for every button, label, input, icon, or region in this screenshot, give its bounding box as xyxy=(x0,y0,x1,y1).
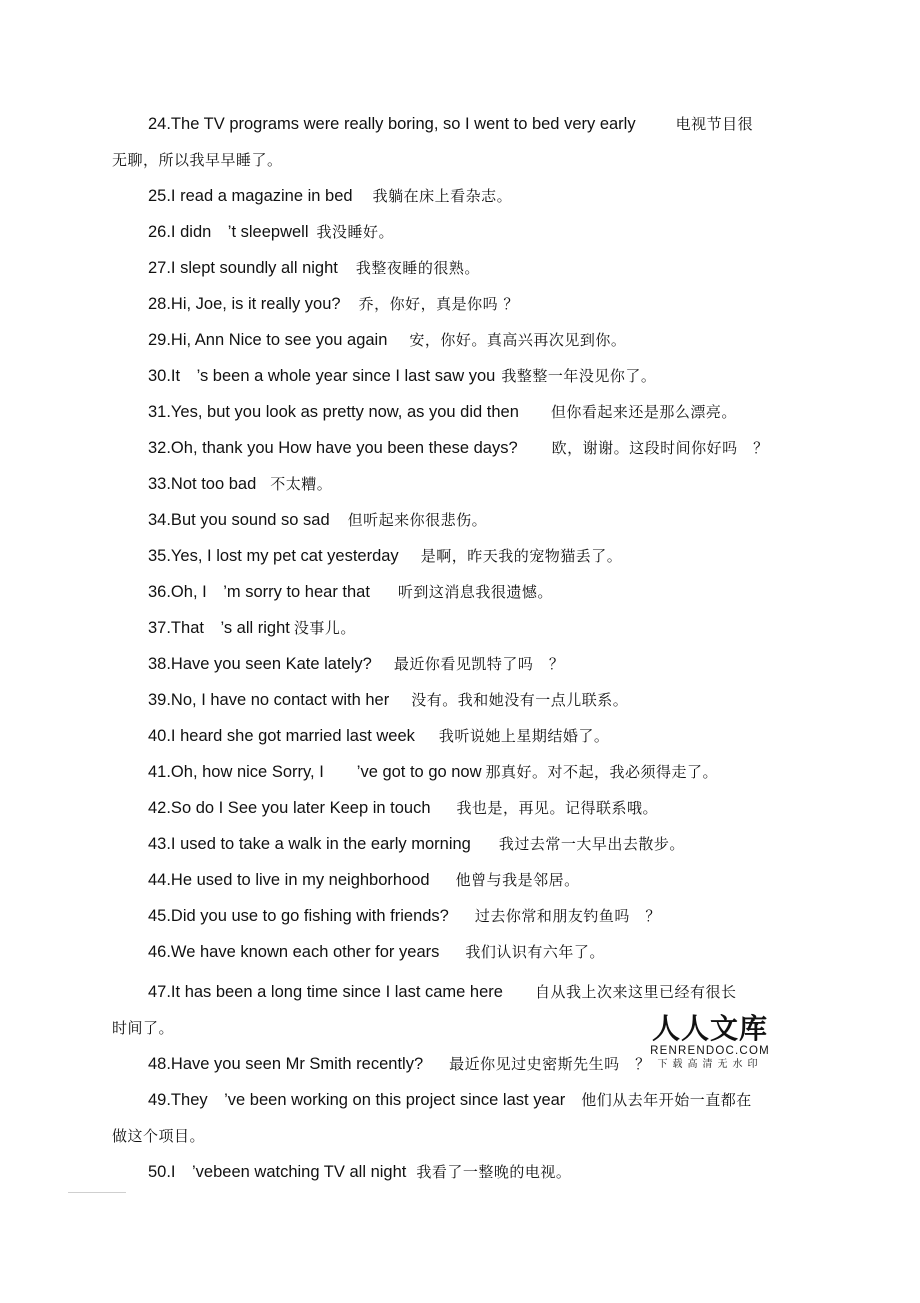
chinese-translation: 他曾与我是邻居。 xyxy=(455,871,580,889)
chinese-translation: 我没睡好。 xyxy=(316,223,395,241)
chinese-translation: 过去你常和朋友钓鱼吗 ？ xyxy=(474,907,661,925)
chinese-translation: 但听起来你很悲伤。 xyxy=(347,511,488,529)
english-sentence: 34.But you sound so sad xyxy=(148,511,330,529)
text-line xyxy=(148,114,753,135)
english-sentence: 50.I ’vebeen watching TV all night xyxy=(148,1163,407,1181)
chinese-translation: 我整夜睡的很熟。 xyxy=(355,259,480,277)
chinese-translation: 最近你看见凯特了吗 ？ xyxy=(393,655,565,673)
text-line xyxy=(148,654,564,675)
text-line xyxy=(148,726,609,747)
text-line xyxy=(148,438,769,459)
english-sentence: 42.So do I See you later Keep in touch xyxy=(148,799,431,817)
english-sentence: 43.I used to take a walk in the early morning xyxy=(148,835,471,853)
text-line xyxy=(148,798,658,819)
text-line xyxy=(148,870,580,891)
chinese-translation: 乔，你好，真是你吗 ？ xyxy=(358,295,519,313)
text-line xyxy=(148,942,605,963)
text-line xyxy=(148,474,332,495)
chinese-translation: 我躺在床上看杂志。 xyxy=(372,187,513,205)
text-line xyxy=(148,762,718,783)
text-line xyxy=(148,510,487,531)
chinese-translation: 我们认识有六年了。 xyxy=(465,943,605,961)
english-sentence: 26.I didn ’t sleepwell xyxy=(148,223,309,241)
english-sentence: 41.Oh, how nice Sorry, I ’ve got to go now xyxy=(148,763,482,781)
chinese-translation: 欧，谢谢。这段时间你好吗 ？ xyxy=(551,439,769,457)
english-sentence: 30.It ’s been a whole year since I last saw you xyxy=(148,367,496,385)
watermark-url: RENRENDOC.COM xyxy=(650,1045,770,1057)
text-line xyxy=(148,1090,752,1111)
watermark-logo xyxy=(646,1013,774,1071)
chinese-translation: 最近你见过史密斯先生吗 ？ xyxy=(449,1055,651,1073)
english-sentence: 39.No, I have no contact with her xyxy=(148,691,390,709)
chinese-translation: 我过去常一大早出去散步。 xyxy=(498,835,685,853)
chinese-translation: 我听说她上星期结婚了。 xyxy=(438,727,610,745)
chinese-translation: 我整整一年没见你了。 xyxy=(501,367,657,385)
text-line xyxy=(148,1162,571,1183)
watermark-title: 人人文库 xyxy=(651,1012,768,1045)
english-sentence: 44.He used to live in my neighborhood xyxy=(148,871,430,889)
text-line xyxy=(148,402,737,423)
footer-divider xyxy=(68,1192,126,1193)
chinese-translation: 是啊，昨天我的宠物猫丢了。 xyxy=(420,547,623,565)
chinese-translation: 无聊，所以我早早睡了。 xyxy=(112,151,283,169)
text-line xyxy=(148,618,356,639)
chinese-translation: 没事儿。 xyxy=(293,619,356,637)
english-sentence: 24.The TV programs were really boring, so I went to bed very early xyxy=(148,115,636,133)
text-line xyxy=(112,1018,174,1039)
english-sentence: 49.They ’ve been working on this project since last year xyxy=(148,1091,566,1109)
chinese-translation: 那真好。对不起，我必须得走了。 xyxy=(485,763,719,781)
english-sentence: 33.Not too bad xyxy=(148,475,257,493)
text-line xyxy=(148,906,661,927)
english-sentence: 38.Have you seen Kate lately? xyxy=(148,655,372,673)
text-line xyxy=(148,186,512,207)
english-sentence: 40.I heard she got married last week xyxy=(148,727,415,745)
english-sentence: 29.Hi, Ann Nice to see you again xyxy=(148,331,388,349)
text-line xyxy=(148,582,553,603)
chinese-translation: 电视节目很 xyxy=(675,115,754,133)
chinese-translation: 我看了一整晚的电视。 xyxy=(416,1163,572,1181)
chinese-translation: 我也是，再见。记得联系哦。 xyxy=(456,799,659,817)
english-sentence: 37.That ’s all right xyxy=(148,619,290,637)
english-sentence: 31.Yes, but you look as pretty now, as you did then xyxy=(148,403,519,421)
text-line xyxy=(112,1126,205,1147)
text-line xyxy=(148,1054,651,1075)
text-line xyxy=(148,222,394,243)
watermark-tagline: 下载高清无水印 xyxy=(657,1059,763,1070)
text-line xyxy=(112,150,283,171)
chinese-translation: 做这个项目。 xyxy=(112,1127,206,1145)
english-sentence: 25.I read a magazine in bed xyxy=(148,187,353,205)
text-line xyxy=(148,982,736,1003)
chinese-translation: 但你看起来还是那么漂亮。 xyxy=(550,403,737,421)
english-sentence: 48.Have you seen Mr Smith recently? xyxy=(148,1055,424,1073)
text-line xyxy=(148,834,685,855)
english-sentence: 47.It has been a long time since I last came here xyxy=(148,983,503,1001)
chinese-translation: 没有。我和她没有一点儿联系。 xyxy=(411,691,629,709)
text-line xyxy=(148,258,480,279)
text-line xyxy=(148,690,628,711)
chinese-translation: 安，你好。真高兴再次见到你。 xyxy=(409,331,627,349)
chinese-translation: 不太糟。 xyxy=(270,475,333,493)
text-line xyxy=(148,330,626,351)
english-sentence: 27.I slept soundly all night xyxy=(148,259,338,277)
english-sentence: 45.Did you use to go fishing with friends? xyxy=(148,907,449,925)
english-sentence: 36.Oh, I ’m sorry to hear that xyxy=(148,583,370,601)
english-sentence: 46.We have known each other for years xyxy=(148,943,440,961)
english-sentence: 28.Hi, Joe, is it really you? xyxy=(148,295,341,313)
text-line xyxy=(148,546,622,567)
chinese-translation: 时间了。 xyxy=(112,1019,175,1037)
text-line xyxy=(148,366,656,387)
english-sentence: 35.Yes, I lost my pet cat yesterday xyxy=(148,547,399,565)
chinese-translation: 自从我上次来这里已经有很长 xyxy=(534,983,737,1001)
chinese-translation: 他们从去年开始一直都在 xyxy=(581,1091,752,1109)
chinese-translation: 听到这消息我很遗憾。 xyxy=(397,583,553,601)
text-line xyxy=(148,294,519,315)
english-sentence: 32.Oh, thank you How have you been these days? xyxy=(148,439,518,457)
